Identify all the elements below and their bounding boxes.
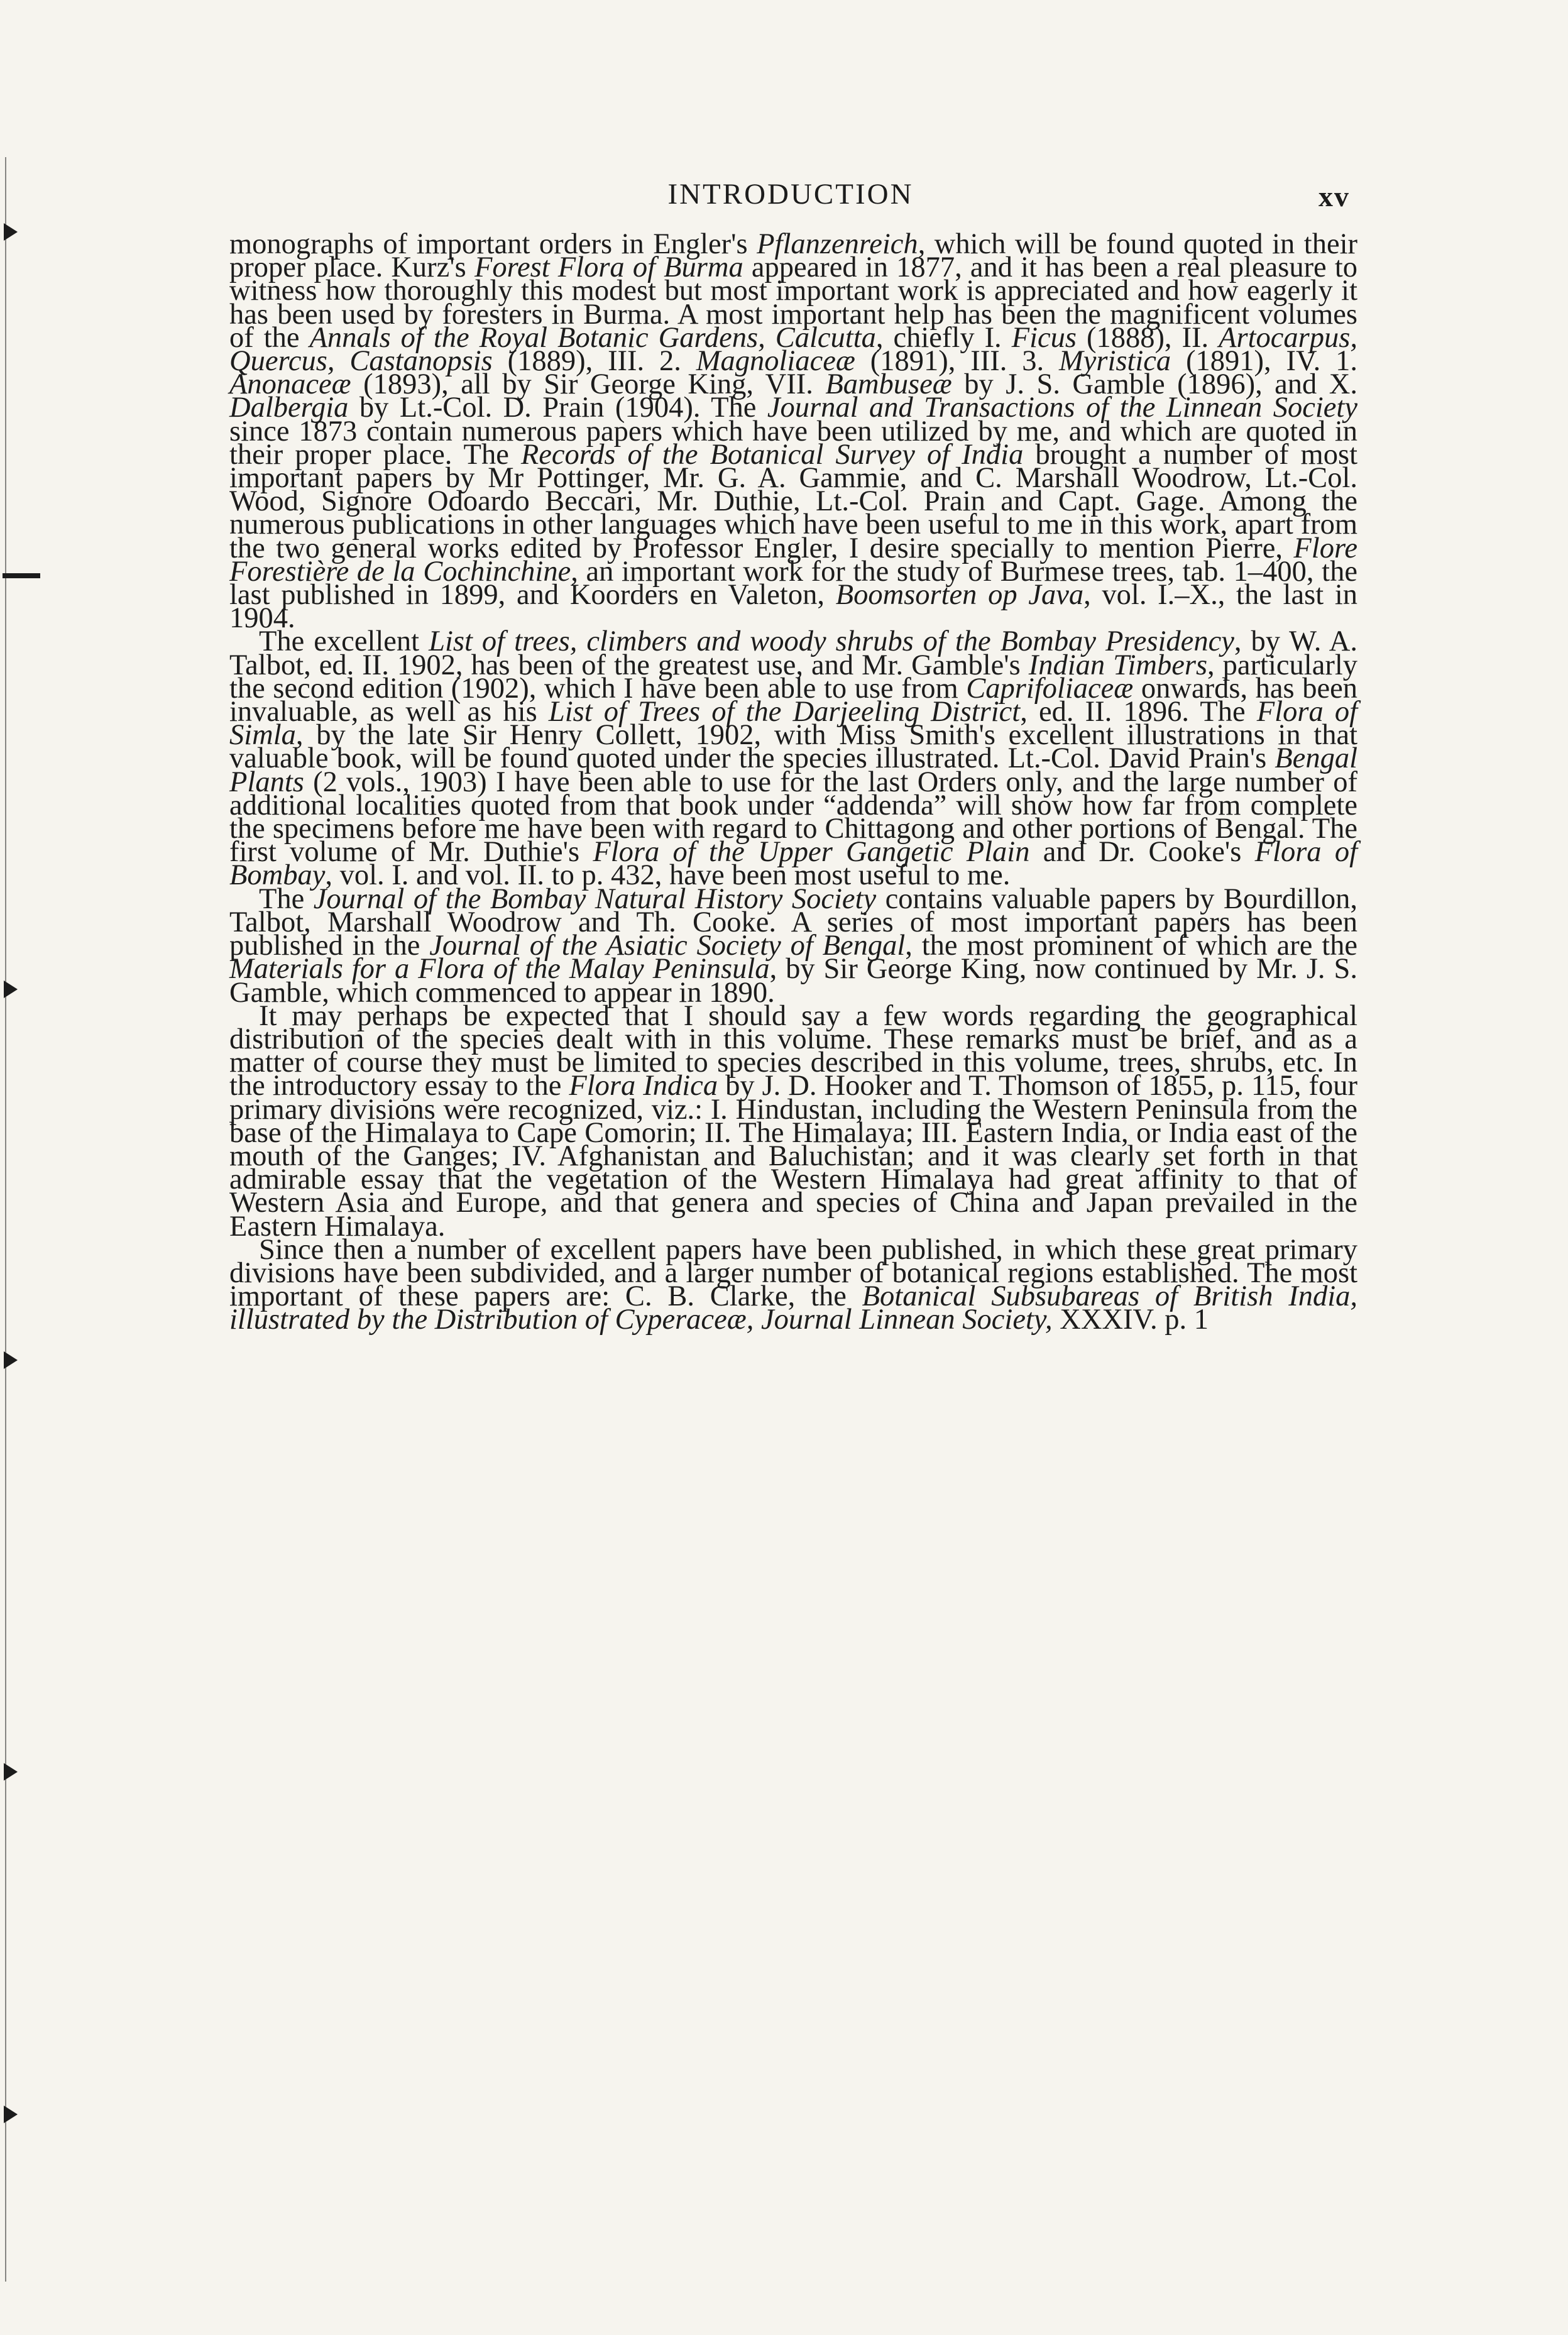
italic-title: List of trees, climbers and woody shrubs of the Bombay Presidency <box>429 625 1234 658</box>
italic-title: Materials for a Flora of the Malay Peninsula <box>229 953 770 986</box>
italic-title: Pflanzenreich <box>757 228 918 260</box>
text-run: (1889), III. 2. <box>492 345 696 378</box>
italic-title: Journal of the Asiatic Society of Bengal <box>429 930 906 962</box>
italic-title: Journal and Transactions of the Linnean Society <box>767 392 1357 424</box>
italic-title: Dalbergia <box>229 392 349 424</box>
text-run: The excellent <box>259 625 429 658</box>
italic-title: Botanical Subsubareas of British India, illustrated by the Distribution of Cyperaceæ, Journal Linnean Society, <box>229 1280 1357 1336</box>
italic-title: Bambuseæ <box>825 368 952 401</box>
text-run: by J. D. Hooker and T. Thomson of 1855, p. 115, four primary divisions were recognized, viz.: I. Hindustan, including the Western Peninsula from the base of the Himalaya to Cape Comorin; II. The Himalaya; III. Eastern India, or India east of the mouth of the Ganges; IV. Afghanistan and Baluchistan; and it was clearly set forth in that admirable essay that the vegetation of the Western Himalaya had great affinity to that of Western Asia and Europe, and that genera and species of China and Japan prevailed in the Eastern Himalaya. <box>229 1070 1357 1243</box>
left-margin-rule <box>5 157 6 2282</box>
text-run: , an important work for the study of Burmese trees, tab. 1–400, the last published in 1899, and Koorders en Valeton, <box>229 555 1357 612</box>
text-run: , vol. I.–X., the last in 1904. <box>229 579 1357 635</box>
text-run: (1888), II. <box>1076 321 1219 354</box>
text-run: , particularly the second edition (1902), which I have been able to use from <box>229 649 1357 705</box>
text-run: , by Sir George King, now continued by Mr. J. S. Gamble, which commenced to appear in 1890. <box>229 953 1357 1009</box>
margin-arrow-icon <box>4 223 18 241</box>
text-run: onwards, has been invaluable, as well as his <box>229 672 1357 728</box>
text-run: The <box>259 882 314 915</box>
italic-title: Indian Timbers <box>1028 649 1208 681</box>
margin-arrow-icon <box>4 2106 18 2123</box>
italic-title: Records of the Botanical Survey of India <box>520 438 1024 471</box>
italic-title: Myristica <box>1058 345 1171 378</box>
italic-title: Flora of Bombay <box>229 836 1357 892</box>
text-run: by J. S. Gamble (1896), and X. <box>951 368 1357 401</box>
body-text <box>229 228 1358 1336</box>
text-run: , which will be found quoted in their proper place. Kurz's <box>229 228 1357 284</box>
text-run: (1893), all by Sir George King, VII. <box>351 368 826 401</box>
page-header <box>231 177 1350 221</box>
paragraph-geographical-distribution <box>229 999 1357 1243</box>
page-number: xv <box>1319 180 1350 212</box>
margin-arrow-icon <box>4 1351 18 1369</box>
text-run: and Dr. Cooke's <box>1029 836 1255 869</box>
text-run: by Lt.-Col. D. Prain (1904). The <box>348 392 767 424</box>
text-run: brought a number of most important papers by Mr Pottinger, Mr. G. A. Gammie, and C. Marshall Woodrow, Lt.-Col. Wood, Signore Odoardo Beccari, Mr. Duthie, Lt.-Col. Prain and Capt. Gage. Among the numerous publications in other languages which have been useful to me in this work, apart from the two general works edited by Professor Engler, I desire specially to mention Pierre, <box>229 438 1357 564</box>
text-run: monographs of important orders in Engler's <box>229 228 757 260</box>
italic-title: Forest Flora of Burma <box>474 251 743 284</box>
italic-title: Caprifoliaceæ <box>966 672 1134 705</box>
paragraph-bombay-presidency <box>229 625 1358 892</box>
text-run: contains valuable papers by Bourdillon, Talbot, Marshall Woodrow and Th. Cooke. A series of most important papers has been published in the <box>229 882 1357 962</box>
text-run: , by W. A. Talbot, ed. II. 1902, has been of the greatest use, and Mr. Gamble's <box>229 625 1358 681</box>
text-run: (1891), IV. 1. <box>1171 345 1357 378</box>
italic-title: Flora Indica <box>569 1070 718 1102</box>
italic-title: Flore Forestière de la Cochinchine <box>229 532 1357 588</box>
text-run: , chiefly I. <box>875 321 1012 354</box>
italic-title: Artocarpus, Quercus, Castanopsis <box>229 321 1357 378</box>
italic-title: Flora of Simla <box>229 696 1358 752</box>
running-title: INTRODUCTION <box>667 178 914 211</box>
text-run: , by the late Sir Henry Collett, 1902, with Miss Smith's excellent illustrations in that valuable book, will be found quoted under the species illustrated. Lt.-Col. David Prain's <box>229 719 1357 775</box>
italic-title: Anonaceæ <box>229 368 351 401</box>
italic-title: Bengal Plants <box>229 742 1357 798</box>
margin-tick <box>3 573 40 578</box>
italic-title: Magnoliaceæ <box>696 345 855 378</box>
text-run: since 1873 contain numerous papers which have been utilized by me, and which are quoted in their proper place. The <box>229 415 1357 471</box>
margin-arrow-icon <box>4 1763 18 1781</box>
italic-title: Flora of the Upper Gangetic Plain <box>593 836 1030 869</box>
text-run: (1891), III. 3. <box>855 345 1059 378</box>
paragraph-continuation <box>229 228 1358 635</box>
text-run: (2 vols., 1903) I have been able to use for the last Orders only, and the large number of additional localities quoted from that book under “addenda” will show how far from complete the specimens before me have been with regard to Chittagong and other portions of Bengal. The first volume of Mr. Duthie's <box>229 766 1357 869</box>
text-run: , the most prominent of which are the <box>905 930 1357 962</box>
paragraph-botanical-regions <box>229 1233 1357 1336</box>
text-run: appeared in 1877, and it has been a real pleasure to witness how thoroughly this modest but most important work is appreciated and how eagerly it has been used by foresters in Burma. A most important help has been the magnificent volumes of the <box>229 251 1358 354</box>
text-run: , ed. II. 1896. The <box>1020 696 1257 728</box>
italic-title: Journal of the Bombay Natural History Society <box>313 882 877 915</box>
text-run: , vol. I. and vol. II. to p. 432, have been most useful to me. <box>325 859 1011 892</box>
text-run: XXXIV. p. 1 <box>1052 1304 1209 1336</box>
italic-title: Annals of the Royal Botanic Gardens, Calcutta <box>309 321 876 354</box>
paragraph-bombay-natural-history <box>229 882 1357 1009</box>
italic-title: Ficus <box>1011 321 1077 354</box>
text-run: It may perhaps be expected that I should say a few words regarding the geographical distribution of the species dealt with in this volume. These remarks must be brief, and as a matter of course they must be limited to species described in this volume, trees, shrubs, etc. In the introductory essay to the <box>229 999 1357 1102</box>
italic-title: List of Trees of the Darjeeling District <box>548 696 1021 728</box>
margin-arrow-icon <box>4 981 18 998</box>
italic-title: Boomsorten op Java <box>835 579 1084 612</box>
text-run: Since then a number of excellent papers have been published, in which these great primary divisions have been subdivided, and a larger number of botanical regions established. The most important of these papers are: C. B. Clarke, the <box>229 1233 1357 1313</box>
